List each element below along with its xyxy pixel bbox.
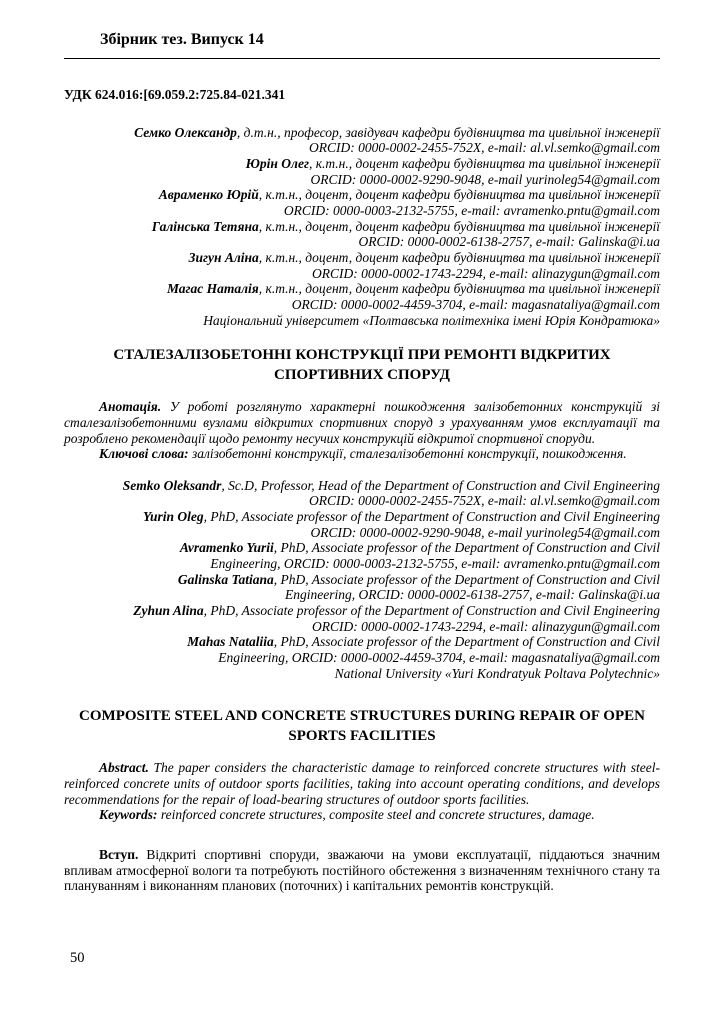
- author-entry: [64, 187, 660, 218]
- author-name: Семко Олександр: [134, 124, 237, 140]
- author-name: Юрін Олег: [245, 155, 309, 171]
- author-name: Zyhun Alina: [133, 603, 204, 619]
- title-en: COMPOSITE STEEL AND CONCRETE STRUCTURES DURING REPAIR OF OPEN SPORTS FACILITIES: [79, 708, 645, 744]
- intro-paragraph: [64, 847, 660, 894]
- author-entry: [64, 634, 660, 665]
- author-title: , к.т.н., доцент кафедри будівництва та цивільної інженерії: [308, 155, 660, 171]
- authors-en-block: [64, 478, 660, 682]
- abstract-en: [64, 760, 660, 807]
- page-number: 50: [70, 950, 85, 966]
- author-entry: [64, 156, 660, 187]
- intro-text: Відкриті спортивні споруди, зважаючи на умови експлуатації, піддаються значним впливам атмосферної вологи та потребують постійного обстеження з визначенням технічного стану та плануванням і виконанням планових (поточних) і капітальних ремонтів конструкцій.: [64, 846, 660, 894]
- author-name: Галінська Тетяна: [151, 218, 259, 234]
- author-title: , к.т.н., доцент, доцент кафедри будівництва та цивільної інженерії: [258, 187, 660, 203]
- author-entry: [64, 540, 660, 571]
- author-name: Avramenko Yurii: [179, 540, 274, 556]
- author-entry: [64, 219, 660, 250]
- author-name: Зигун Аліна: [188, 249, 259, 265]
- author-title: , PhD, Associate professor of the Department of Construction and Civil: [273, 540, 660, 556]
- author-entry: [64, 603, 660, 634]
- author-orcid-line: ORCID: 0000-0002-9290-9048, e-mail yurinoleg54@gmail.com: [310, 171, 660, 187]
- authors-ua-block: [64, 125, 660, 329]
- author-name: Galinska Tatiana: [177, 571, 274, 587]
- keywords-ua: [64, 446, 660, 462]
- author-orcid-line: ORCID: 0000-0002-1743-2294, e-mail: alinazygun@gmail.com: [312, 618, 660, 634]
- author-name: Авраменко Юрій: [158, 187, 259, 203]
- udc-code: УДК 624.016:[69.059.2:725.84-021.341: [64, 87, 286, 102]
- abstract-label: Abstract.: [99, 760, 149, 776]
- abstract-ua: [64, 399, 660, 446]
- author-entry: [64, 281, 660, 312]
- author-orcid-line: ORCID: 0000-0002-6138-2757, e-mail: Galinska@i.ua: [358, 234, 660, 250]
- author-orcid-line: ORCID: 0000-0002-9290-9048, e-mail yurinoleg54@gmail.com: [310, 524, 660, 540]
- author-name: Магас Наталія: [166, 281, 259, 297]
- author-title: , д.т.н., професор, завідувач кафедри будівництва та цивільної інженерії: [236, 124, 660, 140]
- author-orcid-line: ORCID: 0000-0002-1743-2294, e-mail: alinazygun@gmail.com: [312, 265, 660, 281]
- abstract-text: У роботі розглянуто характерні пошкодження залізобетонних конструкцій зі сталезалізобетонними вузлами відкритих спортивних споруд з урахуванням умов експлуатації та розроблено рекомендації щодо ремонту несучих конструкцій відкритої спортивної споруди.: [64, 399, 660, 446]
- author-title: , к.т.н., доцент, доцент кафедри будівництва та цивільної інженерії: [258, 218, 660, 234]
- author-title: , Sc.D, Professor, Head of the Department of Construction and Civil Engineering: [221, 477, 660, 493]
- abstract-label: Анотація.: [99, 399, 162, 415]
- author-title: , PhD, Associate professor of the Department of Construction and Civil Engineering: [203, 509, 660, 525]
- author-title: , PhD, Associate professor of the Department of Construction and Civil Engineering: [203, 603, 660, 619]
- keywords-en: [64, 807, 660, 823]
- author-title: , к.т.н., доцент, доцент кафедри будівництва та цивільної інженерії: [258, 281, 660, 297]
- author-title: , PhD, Associate professor of the Department of Construction and Civil: [273, 634, 660, 650]
- author-orcid-line: Engineering, ORCID: 0000-0002-6138-2757, e-mail: Galinska@i.ua: [285, 587, 660, 603]
- keywords-label: Keywords:: [99, 807, 158, 823]
- author-entry: [64, 125, 660, 156]
- header-rule: [64, 58, 660, 59]
- author-entry: [64, 478, 660, 509]
- intro-label: Вступ.: [99, 846, 139, 862]
- author-orcid-line: ORCID: 0000-0002-2455-752X, e-mail: al.vl.semko@gmail.com: [309, 493, 660, 509]
- keywords-label: Ключові слова:: [99, 446, 189, 462]
- author-title: , PhD, Associate professor of the Department of Construction and Civil: [273, 571, 660, 587]
- author-entry: [64, 509, 660, 540]
- author-orcid-line: ORCID: 0000-0002-2455-752X, e-mail: al.vl.semko@gmail.com: [309, 140, 660, 156]
- author-orcid-line: ORCID: 0000-0002-4459-3704, e-mail: magasnataliya@gmail.com: [291, 296, 660, 312]
- title-ua: СТАЛЕЗАЛІЗОБЕТОННІ КОНСТРУКЦІЇ ПРИ РЕМОНТІ ВІДКРИТИХ СПОРТИВНИХ СПОРУД: [113, 347, 611, 383]
- author-title: , к.т.н., доцент, доцент кафедри будівництва та цивільної інженерії: [258, 249, 660, 265]
- keywords-text: залізобетонні конструкції, сталезалізобетонні конструкції, пошкодження.: [188, 446, 627, 462]
- author-name: Semko Oleksandr: [122, 477, 222, 493]
- author-name: Yurin Oleg: [143, 509, 204, 525]
- author-orcid-line: Engineering, ORCID: 0000-0003-2132-5755, e-mail: avramenko.pntu@gmail.com: [210, 556, 660, 572]
- author-orcid-line: Engineering, ORCID: 0000-0002-4459-3704, e-mail: magasnataliya@gmail.com: [218, 650, 660, 666]
- running-header: Збірник тез. Випуск 14: [100, 31, 264, 48]
- author-entry: [64, 250, 660, 281]
- author-orcid-line: ORCID: 0000-0003-2132-5755, e-mail: avramenko.pntu@gmail.com: [283, 202, 660, 218]
- abstract-text: The paper considers the characteristic damage to reinforced concrete structures with steel-reinforced concrete units of outdoor sports facilities, taking into account operating conditions, and develops recommendations for the repair of load-bearing structures of outdoor sports facilities.: [64, 760, 660, 807]
- affiliation-en: National University «Yuri Kondratyuk Poltava Polytechnic»: [334, 665, 660, 681]
- author-name: Mahas Nataliia: [187, 634, 274, 650]
- keywords-text: reinforced concrete structures, composite steel and concrete structures, damage.: [157, 807, 595, 823]
- affiliation-ua: Національний університет «Полтавська політехніка імені Юрія Кондратюка»: [203, 312, 660, 328]
- author-entry: [64, 572, 660, 603]
